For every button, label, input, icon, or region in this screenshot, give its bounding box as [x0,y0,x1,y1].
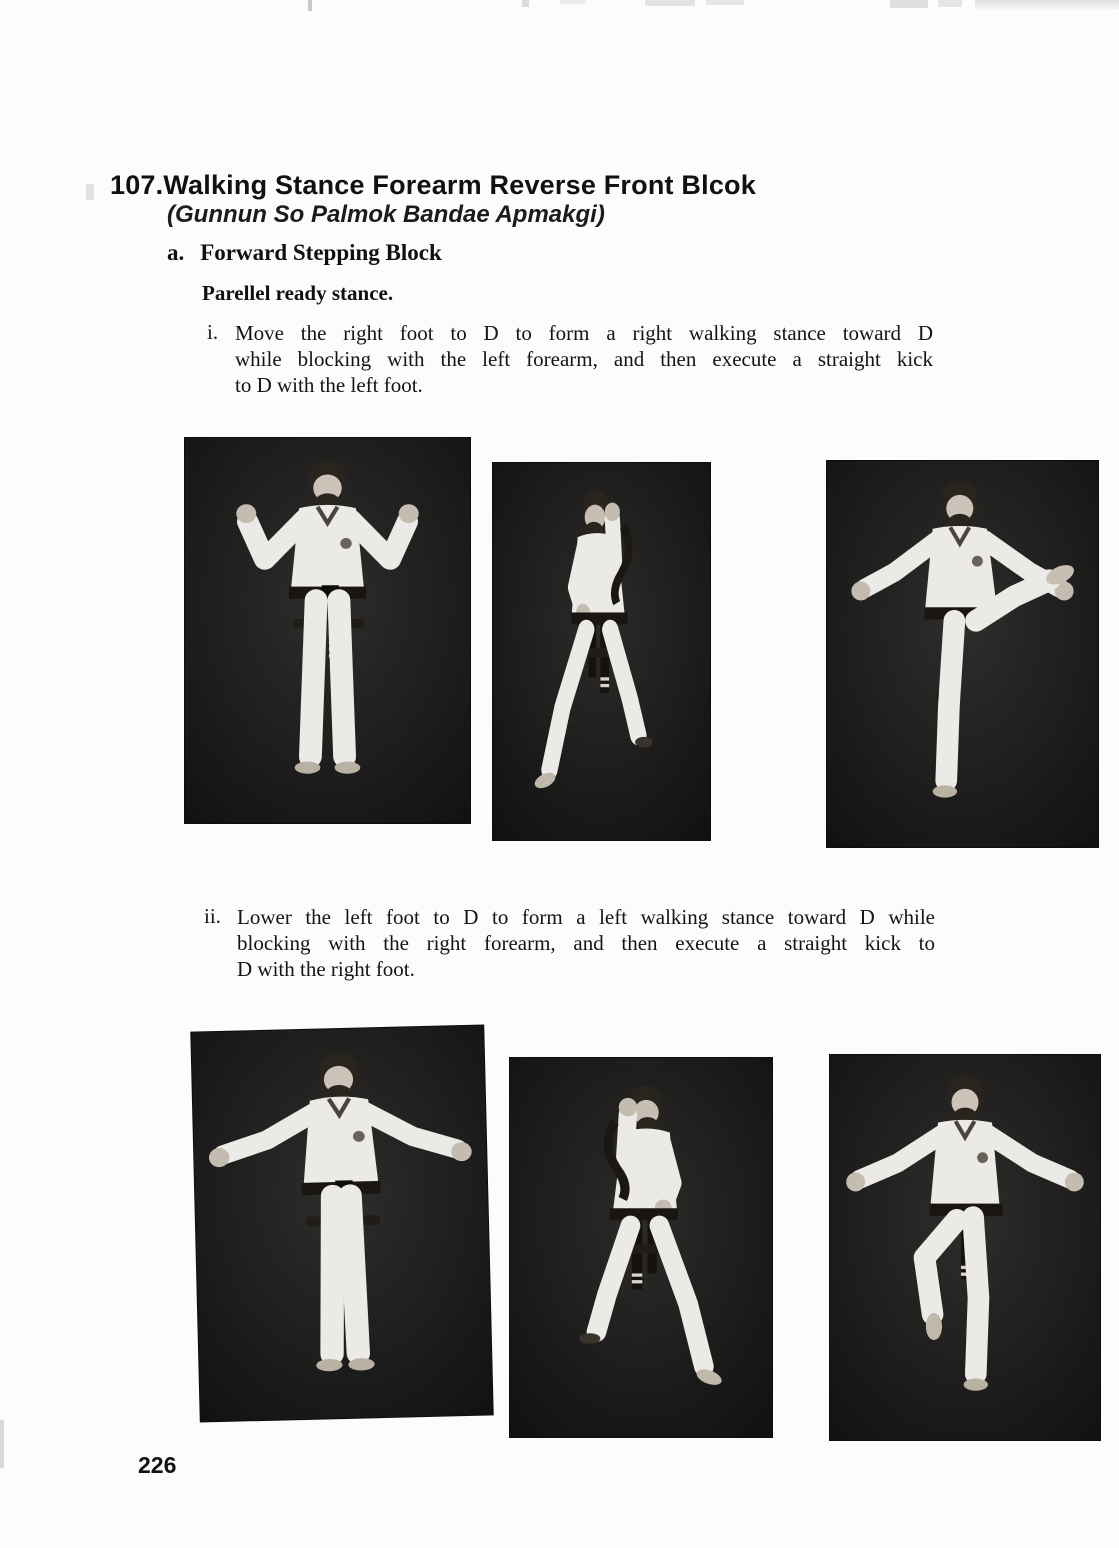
scan-artifact [706,0,744,5]
step-i-label: i. [207,320,219,344]
step-i-text [235,320,933,398]
scan-artifact [645,0,695,6]
stance-note: Parellel ready stance. [202,281,394,305]
subsection-title: Forward Stepping Block [200,240,442,265]
scan-artifact [560,0,586,4]
section-number: 107. [110,170,164,200]
photo-right-forearm-block [510,1058,772,1437]
photo-ready-stance-fists-raised [185,438,470,823]
section-romanization: (Gunnun So Palmok Bandae Apmakgi) [167,201,605,228]
step-ii-label: ii. [204,904,221,928]
photo-left-foot-kick [827,461,1098,847]
scan-artifact [938,0,962,7]
photo-left-forearm-block [493,463,710,840]
step-i-line-3: to D with the left foot. [235,373,423,397]
step-i-line-2: while blocking with the left forearm, and then execute a straight kick [235,347,933,371]
scan-artifact [522,0,529,7]
subsection-heading [167,240,442,266]
page-number: 226 [138,1452,177,1478]
subsection-label: a. [167,240,185,265]
step-ii-line-3: D with the right foot. [237,957,415,981]
step-ii-line-2: blocking with the right forearm, and then execute a straight kick to [237,931,935,955]
section-heading [110,170,756,201]
scan-artifact [308,0,312,11]
step-ii-line-1: Lower the left foot to D to form a left walking stance toward D while [237,905,935,929]
scan-artifact [0,1420,4,1468]
step-i-line-1: Move the right foot to D to form a right walking stance toward D [235,321,933,345]
scan-artifact [86,184,94,200]
photo-arms-extended-stance [191,1025,492,1421]
section-title: Walking Stance Forearm Reverse Front Blcok [163,170,756,200]
scan-artifact [890,0,928,8]
step-ii-text [237,904,935,982]
photo-right-foot-kick [830,1055,1100,1440]
scan-artifact [975,0,1119,9]
